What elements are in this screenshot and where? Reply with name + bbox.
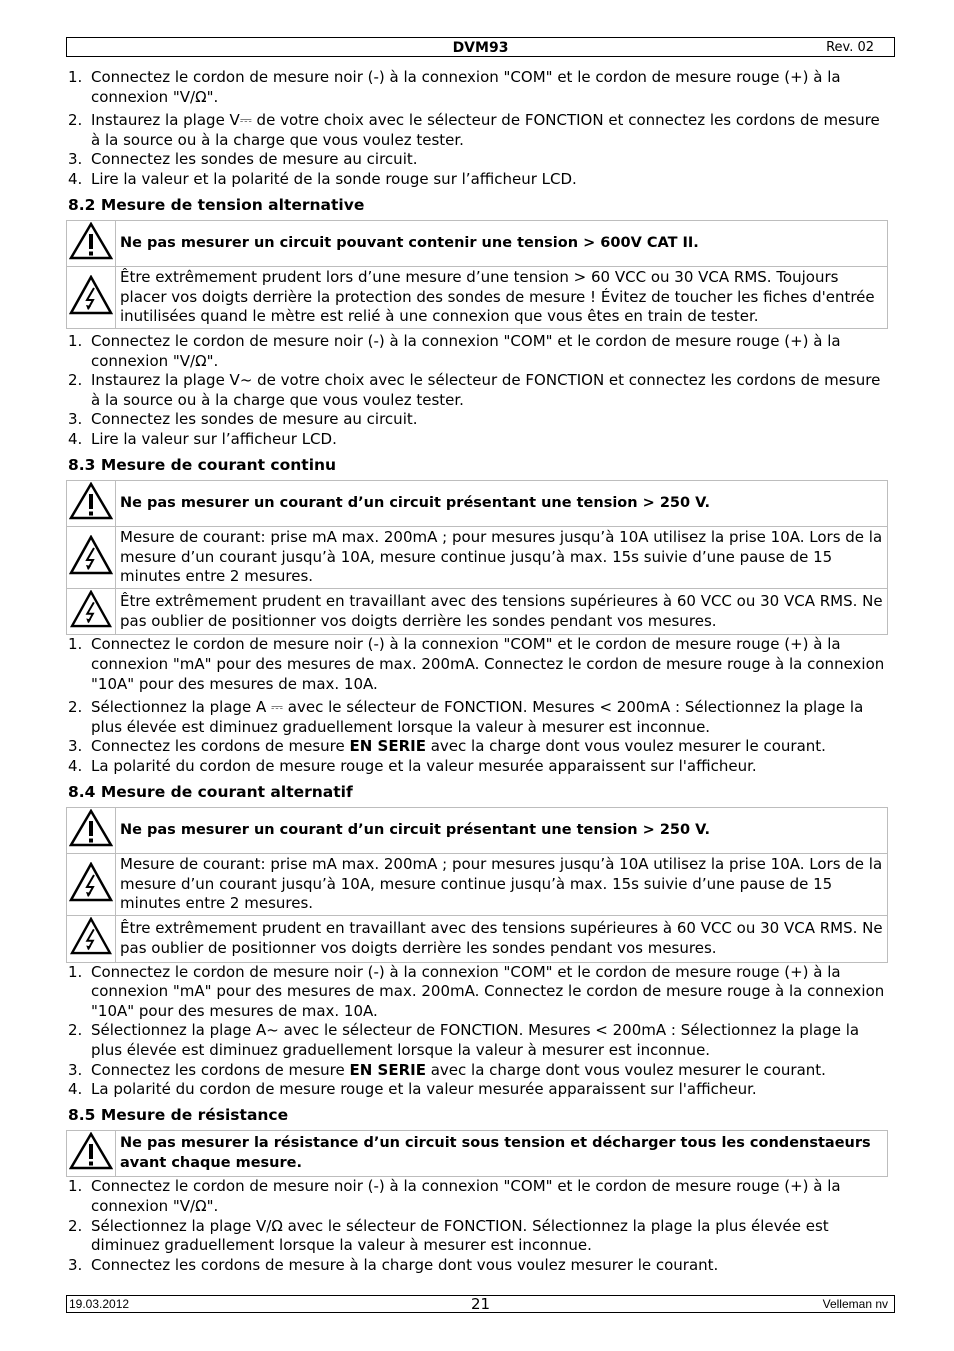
list-item: 1. Connectez le cordon de mesure noir (-) à la connexion "COM" et le cordon de mesure rouge (+) à la connexion "mA" pour des mesures de max. 200mA. Connectez le cordon de mesure rouge à la connexion "10A" pour des mesures de max. 10A. [68,962,885,1020]
warning-triangle-icon [69,482,113,520]
dc-voltage-steps [66,68,888,190]
document-title: DVM93 [452,40,509,56]
warning-text: Ne pas mesurer un courant d’un circuit présentant une tension > 250 V. [116,807,888,854]
list-item: 2. Instaurez la plage V~ de votre choix avec le sélecteur de FONCTION et connectez les cordons de mesure à la source ou à la charge que vous voulez tester. [68,371,881,409]
list-item: 1. Connectez le cordon de mesure noir (-) à la connexion "COM" et le cordon de mesure rouge (+) à la connexion "mA" pour des mesures de max. 200mA. Connectez le cordon de mesure rouge à la connexion "10A" pour des mesures de max. 10A. [68,635,885,693]
page-number: 21 [470,1295,491,1313]
electric-shock-icon [69,917,113,955]
caution-text: Mesure de courant: prise mA max. 200mA ; pour mesures jusqu’à 10A utilisez la prise 10A. Lors de la mesure d’un courant jusqu’à 10A, mesure continue jusqu’à max. 15s suivie d’une pause de 15 minutes entre 2 mesures. [116,854,888,916]
ac-voltage-steps [66,332,888,450]
electric-shock-icon [69,275,113,315]
warning-triangle-icon [69,222,113,260]
list-item: 3. Connectez les cordons de mesure EN SERIE avec la charge dont vous voulez mesurer le courant. [68,737,826,756]
warning-table-8-3 [66,480,888,636]
page-footer [66,1295,895,1313]
warning-triangle-icon [69,1132,113,1170]
list-item: 1. Connectez le cordon de mesure noir (-) à la connexion "COM" et le cordon de mesure rouge (+) à la connexion "V/Ω". [68,331,841,370]
dc-current-steps [66,635,888,776]
page-header [66,37,895,57]
electric-shock-icon [69,535,113,575]
list-item: 3. Connectez les cordons de mesure à la charge dont vous voulez mesurer le courant. [68,1255,719,1274]
section-heading-8-2: 8.2 Mesure de tension alternative [68,195,365,214]
list-item: 3. Connectez les cordons de mesure EN SERIE avec la charge dont vous voulez mesurer le courant. [68,1060,826,1079]
list-item: 2. Instaurez la plage V⎓ de votre choix avec le sélecteur de FONCTION et connectez les cordons de mesure à la source ou à la charge que vous voulez tester. [68,111,880,149]
warning-table-8-2 [66,220,888,329]
list-item: 1. Connectez le cordon de mesure noir (-) à la connexion "COM" et le cordon de mesure rouge (+) à la connexion "V/Ω". [68,1177,841,1215]
warning-table-8-4 [66,807,888,963]
section-heading-8-5: 8.5 Mesure de résistance [68,1105,289,1124]
list-item: 3. Connectez les sondes de mesure au circuit. [68,410,418,429]
list-item: 3. Connectez les sondes de mesure au circuit. [68,150,418,169]
caution-text: Mesure de courant: prise mA max. 200mA ; pour mesures jusqu’à 10A utilisez la prise 10A. Lors de la mesure d’un courant jusqu’à 10A, mesure continue jusqu’à max. 15s suivie d’une pause de 15 minutes entre 2 mesures. [116,527,888,589]
list-item: 1. Connectez le cordon de mesure noir (-) à la connexion "COM" et le cordon de mesure rouge (+) à la connexion "V/Ω". [68,68,841,106]
list-item: 2. Sélectionnez la plage A ⎓ avec le sélecteur de FONCTION. Mesures < 200mA : Sélectionnez la plage la plus élevée est diminuez graduellement lorsque la valeur à mesurer est inconnue. [68,698,864,736]
warning-triangle-icon [69,809,113,847]
list-item: 4. Lire la valeur sur l’afficheur LCD. [68,429,337,448]
warning-text: Ne pas mesurer un courant d’un circuit présentant une tension > 250 V. [116,480,888,527]
company-name: Velleman nv [822,1297,888,1311]
list-item: 4. La polarité du cordon de mesure rouge et la valeur mesurée apparaissent sur l'afficheur. [68,1080,757,1099]
publication-date: 19.03.2012 [69,1297,130,1311]
list-item: 4. La polarité du cordon de mesure rouge et la valeur mesurée apparaissent sur l'afficheur. [68,757,757,776]
caution-text: Être extrêmement prudent en travaillant avec des tensions supérieures à 60 VCC ou 30 VCA RMS. Ne pas oublier de positionner vos doigts derrière les sondes pendant vos mesures. [116,916,888,963]
caution-text: Être extrêmement prudent lors d’une mesure d’une tension > 60 VCC ou 30 VCA RMS. Toujours placer vos doigts derrière la protection des sondes de mesure ! Évitez de toucher les fiches d'entrée inutilisées quand le mètre est relié à une connexion que vous êtes en train de tester. [116,267,888,329]
list-item: 4. Lire la valeur et la polarité de la sonde rouge sur l’afficheur LCD. [68,169,577,188]
warning-table-8-5 [66,1130,888,1178]
list-item: 2. Sélectionnez la plage A~ avec le sélecteur de FONCTION. Mesures < 200mA : Sélectionnez la plage la plus élevée est diminuez graduellement lorsque la valeur à mesurer est inconnue. [68,1021,860,1059]
warning-text: Ne pas mesurer un circuit pouvant contenir une tension > 600V CAT II. [116,220,888,267]
revision: Rev. 02 [826,40,874,55]
electric-shock-icon [69,862,113,902]
section-heading-8-3: 8.3 Mesure de courant continu [68,455,337,474]
list-item: 2. Sélectionnez la plage V/Ω avec le sélecteur de FONCTION. Sélectionnez la plage la plus élevée est diminuez graduellement lorsque la valeur à mesurer est inconnue. [68,1216,829,1255]
electric-shock-icon [69,590,113,628]
ac-current-steps [66,963,888,1100]
resistance-steps [66,1177,888,1275]
caution-text: Être extrêmement prudent en travaillant avec des tensions supérieures à 60 VCC ou 30 VCA RMS. Ne pas oublier de positionner vos doigts derrière les sondes pendant vos mesures. [116,588,888,635]
section-heading-8-4: 8.4 Mesure de courant alternatif [68,782,353,801]
warning-text: Ne pas mesurer la résistance d’un circuit sous tension et décharger tous les condenstaeurs avant chaque mesure. [116,1130,888,1177]
page-content [66,68,888,1275]
